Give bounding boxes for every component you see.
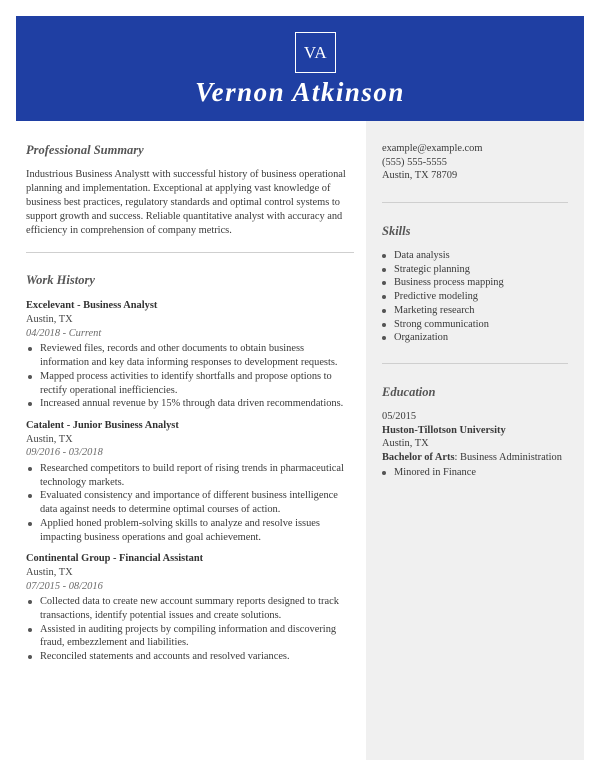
education-block bbox=[382, 410, 578, 464]
sidebar bbox=[366, 121, 584, 760]
skills-list bbox=[380, 249, 576, 345]
header-banner bbox=[16, 16, 584, 121]
job-bullet: Increased annual revenue by 15% through data driven recommendations. bbox=[26, 397, 354, 411]
education-location: Austin, TX bbox=[382, 438, 429, 450]
skill-item: Strategic planning bbox=[380, 263, 576, 277]
skill-item: Organization bbox=[380, 331, 576, 345]
skill-item: Business process mapping bbox=[380, 276, 576, 290]
degree-field: : Business Administration bbox=[454, 451, 562, 463]
bullet-icon bbox=[28, 375, 32, 379]
job-title: Excelevant - Business Analyst bbox=[26, 300, 158, 312]
job-bullet: Evaluated consistency and importance of different business intelligence data against needs to determine optimal courses of action. bbox=[26, 489, 354, 516]
job-location: Austin, TX bbox=[26, 567, 73, 579]
bullet-icon bbox=[382, 268, 386, 272]
skill-item: Strong communication bbox=[380, 318, 576, 332]
sidebar-divider bbox=[382, 202, 568, 203]
sidebar-divider bbox=[382, 363, 568, 364]
section-divider bbox=[26, 252, 354, 253]
job-dates: 09/2016 - 03/2018 bbox=[26, 447, 103, 459]
work-heading: Work History bbox=[26, 273, 95, 288]
job-entry bbox=[26, 299, 354, 411]
bullet-icon bbox=[382, 471, 386, 475]
bullet-icon bbox=[382, 281, 386, 285]
monogram-badge: VA bbox=[295, 32, 336, 73]
job-bullet: Reconciled statements and accounts and resolved variances. bbox=[26, 650, 354, 664]
job-location: Austin, TX bbox=[26, 433, 73, 445]
job-location: Austin, TX bbox=[26, 314, 73, 326]
bullet-icon bbox=[28, 628, 32, 632]
education-date: 05/2015 bbox=[382, 411, 417, 422]
job-bullets bbox=[26, 462, 354, 544]
job-bullet: Assisted in auditing projects by compiling information and discovering fraud, embezzlement and liabilities. bbox=[26, 623, 354, 650]
contact-block bbox=[382, 142, 572, 183]
job-bullets bbox=[26, 342, 354, 411]
skill-item: Marketing research bbox=[380, 304, 576, 318]
education-bullet: Minored in Finance bbox=[380, 466, 576, 480]
education-school: Huston-Tillotson University bbox=[382, 424, 506, 436]
bullet-icon bbox=[382, 309, 386, 313]
job-title: Continental Group - Financial Assistant bbox=[26, 553, 204, 565]
job-bullet: Researched competitors to build report of rising trends in pharmaceutical technology markets. bbox=[26, 462, 354, 489]
skill-item: Data analysis bbox=[380, 249, 576, 263]
education-bullets bbox=[380, 466, 576, 480]
contact-email: example@example.com bbox=[382, 143, 483, 154]
bullet-icon bbox=[382, 295, 386, 299]
job-title: Catalent - Junior Business Analyst bbox=[26, 419, 179, 431]
degree-label: Bachelor of Arts bbox=[382, 451, 455, 463]
job-bullets bbox=[26, 595, 354, 664]
bullet-icon bbox=[28, 494, 32, 498]
education-degree bbox=[382, 451, 578, 465]
bullet-icon bbox=[28, 347, 32, 351]
bullet-icon bbox=[28, 522, 32, 526]
job-bullet: Mapped process activities to identify shortfalls and propose options to rectify operational inefficiencies. bbox=[26, 370, 354, 397]
main-column bbox=[26, 121, 354, 664]
bullet-icon bbox=[28, 467, 32, 471]
job-entry bbox=[26, 552, 354, 664]
skill-item: Predictive modeling bbox=[380, 290, 576, 304]
education-heading: Education bbox=[382, 385, 436, 399]
contact-address: Austin, TX 78709 bbox=[382, 170, 458, 182]
contact-phone: (555) 555-5555 bbox=[382, 156, 447, 168]
bullet-icon bbox=[382, 323, 386, 327]
summary-text: Industrious Business Analystt with successful history of business operational planning and implementation. Exceptional at applying vast knowledge of business best practices, regulatory standards and optimal control systems to support growth and success. Reliable quantitative analyst with accuracy and efficiency in comprehension of company metrics. bbox=[26, 169, 346, 237]
candidate-name: Vernon Atkinson bbox=[195, 77, 405, 107]
job-entry bbox=[26, 419, 354, 544]
job-bullet: Collected data to create new account summary reports designed to track transactions, identify potential issues and create solutions. bbox=[26, 595, 354, 622]
job-dates: 04/2018 - Current bbox=[26, 327, 102, 339]
bullet-icon bbox=[382, 254, 386, 258]
bullet-icon bbox=[28, 600, 32, 604]
bullet-icon bbox=[28, 402, 32, 406]
skills-heading: Skills bbox=[382, 224, 411, 238]
bullet-icon bbox=[382, 336, 386, 340]
summary-heading: Professional Summary bbox=[26, 143, 144, 157]
job-dates: 07/2015 - 08/2016 bbox=[26, 580, 103, 592]
bullet-icon bbox=[28, 655, 32, 659]
job-bullet: Reviewed files, records and other documents to obtain business information and key data informing responses to development requests. bbox=[26, 342, 354, 369]
job-bullet: Applied honed problem-solving skills to analyze and resolve issues impacting business operations and goal achievement. bbox=[26, 517, 354, 544]
